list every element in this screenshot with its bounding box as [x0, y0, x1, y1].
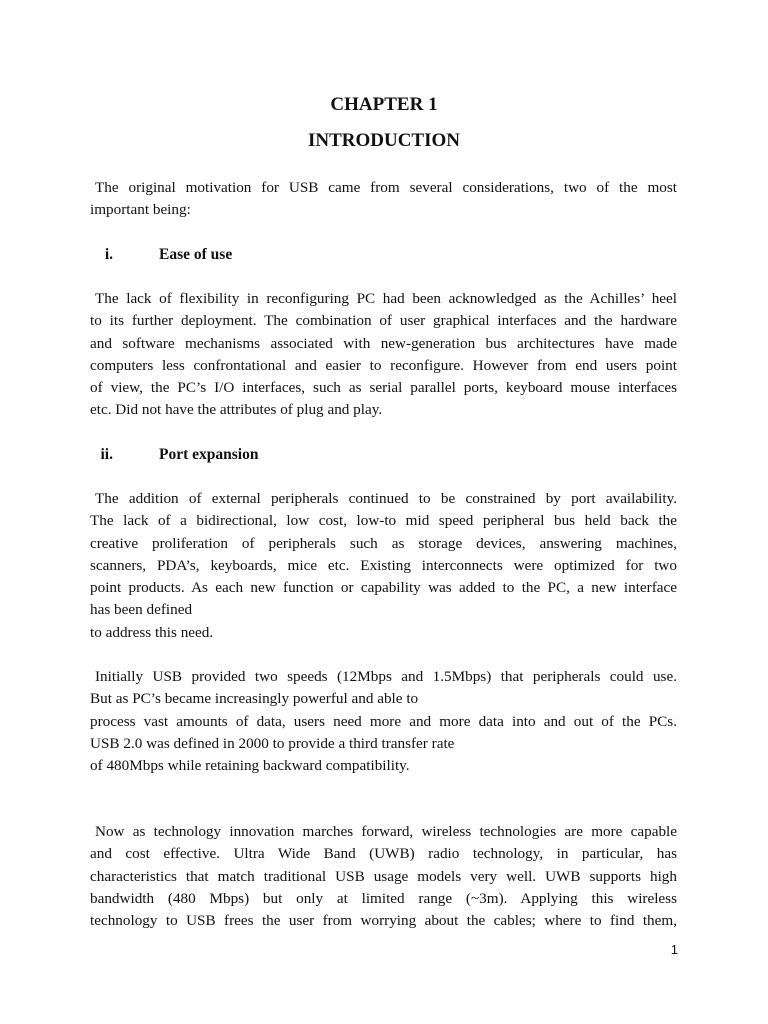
paragraph-line: The lack of a bidirectional, low cost, low-to mid speed peripheral bus held back the: [90, 512, 677, 530]
paragraph-line: The lack of flexibility in reconfiguring PC had been acknowledged as the Achilles’ heel: [95, 290, 677, 307]
section-heading-ease-of-use: [90, 244, 232, 266]
section-numeral: ii.: [100, 446, 113, 463]
paragraph-line: to its further deployment. The combination of user graphical interfaces and the hardware: [90, 312, 677, 330]
paragraph-line: The original motivation for USB came from several considerations, two of the most: [95, 179, 677, 196]
paragraph-line: important being:: [90, 201, 191, 219]
paragraph-line: computers less confrontational and easier to reconfigure. However from end users point: [90, 356, 677, 374]
paragraph-line: Now as technology innovation marches forward, wireless technologies are more capable: [95, 823, 677, 840]
chapter-number: CHAPTER 1: [330, 94, 438, 115]
paragraph-line: and cost effective. Ultra Wide Band (UWB) radio technology, in particular, has: [90, 845, 677, 863]
usb-speeds-paragraph: [90, 666, 677, 777]
paragraph-line: But as PC’s became increasingly powerful and able to: [90, 690, 419, 708]
section-heading-port-expansion: [90, 444, 258, 466]
ease-of-use-paragraph: [90, 288, 677, 422]
section-heading-text: Port expansion: [159, 446, 259, 463]
section-numeral: i.: [104, 246, 113, 263]
paragraph-line: of 480Mbps while retaining backward compatibility.: [90, 757, 410, 775]
paragraph-line: USB 2.0 was defined in 2000 to provide a third transfer rate: [90, 734, 455, 752]
chapter-title: INTRODUCTION: [307, 130, 461, 151]
paragraph-line: technology to USB frees the user from worrying about the cables; where to find them,: [90, 912, 677, 930]
paragraph-line: point products. As each new function or capability was added to the PC, a new interface: [90, 579, 677, 597]
paragraph-line: to address this need.: [90, 623, 214, 641]
paragraph-line: scanners, PDA’s, keyboards, mice etc. Existing interconnects were optimized for two: [90, 556, 677, 574]
paragraph-line: of view, the PC’s I/O interfaces, such as serial parallel ports, keyboard mouse interfaces: [90, 379, 677, 397]
paragraph-line: and software mechanisms associated with new-generation bus architectures have made: [90, 334, 677, 352]
section-heading-text: Ease of use: [159, 246, 233, 263]
intro-paragraph: [90, 177, 677, 222]
page-number: 1: [670, 942, 678, 957]
wireless-usb-paragraph: [90, 821, 677, 932]
paragraph-line: creative proliferation of peripherals such as storage devices, answering machines,: [90, 534, 677, 552]
paragraph-line: etc. Did not have the attributes of plug and play.: [90, 401, 383, 419]
paragraph-line: Initially USB provided two speeds (12Mbps and 1.5Mbps) that peripherals could use.: [95, 668, 677, 685]
paragraph-line: characteristics that match traditional USB usage models very well. UWB supports high: [90, 867, 677, 885]
port-expansion-paragraph: [90, 488, 677, 644]
paragraph-line: has been defined: [90, 601, 193, 619]
paragraph-line: The addition of external peripherals continued to be constrained by port availability.: [95, 490, 677, 507]
paragraph-line: process vast amounts of data, users need more and more data into and out of the PCs.: [90, 712, 677, 730]
paragraph-line: bandwidth (480 Mbps) but only at limited range (~3m). Applying this wireless: [90, 889, 677, 907]
